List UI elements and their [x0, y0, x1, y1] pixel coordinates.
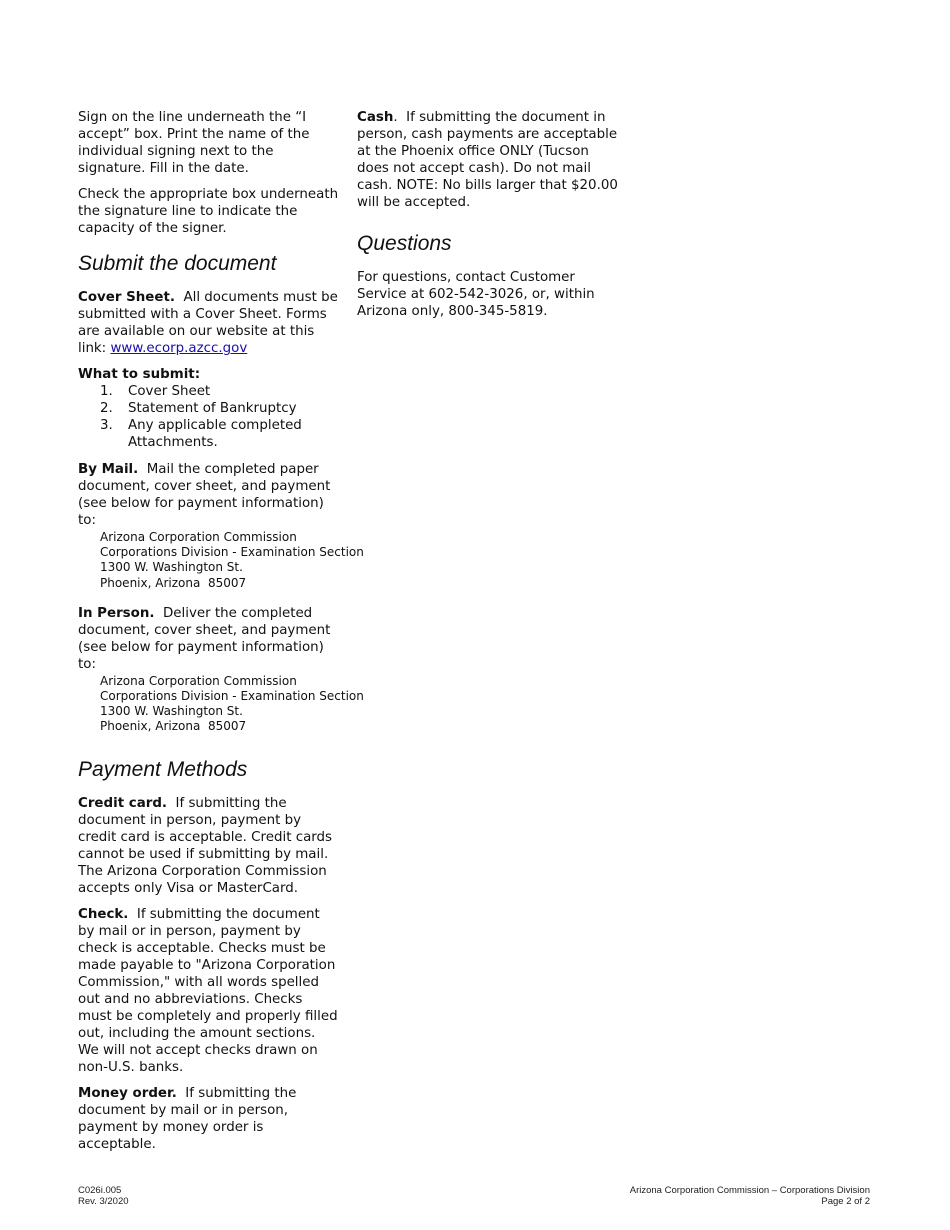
cover-sheet-paragraph [78, 289, 340, 357]
form-code: C026i.005 [78, 1185, 122, 1196]
submit-list [78, 383, 340, 451]
questions-heading: Questions [357, 232, 452, 255]
check-paragraph: Check. If submitting the document by mail or in person, payment by check is acceptable. Checks must be made payable to "Arizona Corporation Commission," with all words spelled out and no abbreviations. Checks must be completely and properly filled out, including the amount sections. We will not accept checks drawn on non-U.S. banks. [78, 906, 338, 1075]
check-box-paragraph: Check the appropriate box underneath the signature line to indicate the capacity of the signer. [78, 187, 339, 236]
right-column [357, 109, 623, 329]
by-mail-text: Mail the completed paper document, cover sheet, and payment (see below for payment information) to: [78, 462, 331, 528]
in-person-label: In Person. [78, 605, 155, 621]
cash-label: Cash [357, 110, 394, 125]
in-person-address: Arizona Corporation Commission Corporations Division - Examination Section 1300 W. Washington St. Phoenix, Arizona 85007 [100, 673, 364, 734]
in-person-text: Deliver the completed document, cover sheet, and payment (see below for payment information) to: [78, 605, 331, 672]
cash-paragraph: Cash. If submitting the document in person, cash payments are acceptable at the Phoenix office ONLY (Tucson does not accept cash). Do not mail cash. NOTE: No bills larger that $20.00 will be accepted. [357, 110, 623, 210]
revision: Rev. 3/2020 [78, 1195, 129, 1207]
footer-right [630, 1186, 870, 1207]
list-item: 3. Any applicable completed Attachments. [100, 418, 302, 450]
list-item: 2. Statement of Bankruptcy [100, 401, 297, 416]
list-item: 1. Cover Sheet [100, 384, 211, 399]
cover-sheet-text: All documents must be submitted with a Cover Sheet. Forms are available on our website at this link: [78, 290, 338, 356]
credit-card-paragraph: Credit card. If submitting the document in person, payment by credit card is acceptable. Credit cards cannot be used if submitting by mail. The Arizona Corporation Commission accepts only Visa or MasterCard. [78, 795, 333, 896]
footer-left [78, 1186, 129, 1207]
check-label: Check. [78, 906, 129, 922]
by-mail-label: By Mail. [78, 462, 139, 477]
ecorp-link[interactable]: www.ecorp.azcc.gov [110, 341, 248, 356]
what-to-submit-label: What to submit: [78, 367, 201, 382]
submit-heading: Submit the document [78, 252, 277, 275]
by-mail-paragraph [78, 461, 340, 529]
mail-address: Arizona Corporation Commission Corporations Division - Examination Section 1300 W. Washington St. Phoenix, Arizona 85007 [100, 530, 364, 590]
payment-heading: Payment Methods [78, 757, 248, 781]
credit-card-label: Credit card. [78, 795, 168, 811]
in-person-paragraph [78, 605, 340, 673]
money-order-paragraph: Money order. If submitting the document by mail or in person, payment by money order is acceptable. [78, 1085, 297, 1152]
left-column [78, 109, 364, 1162]
questions-text: For questions, contact Customer Service at 602-542-3026, or, within Arizona only, 800-345-5819. [357, 270, 595, 319]
sign-paragraph: Sign on the line underneath the “I accept” box. Print the name of the individual signing next to the signature. Fill in the date. [78, 110, 310, 176]
page-number: Page 2 of 2 [821, 1195, 870, 1207]
money-order-label: Money order. [78, 1085, 177, 1101]
cover-sheet-label: Cover Sheet. [78, 290, 175, 305]
org-name: Arizona Corporation Commission – Corporations Division [629, 1185, 870, 1196]
